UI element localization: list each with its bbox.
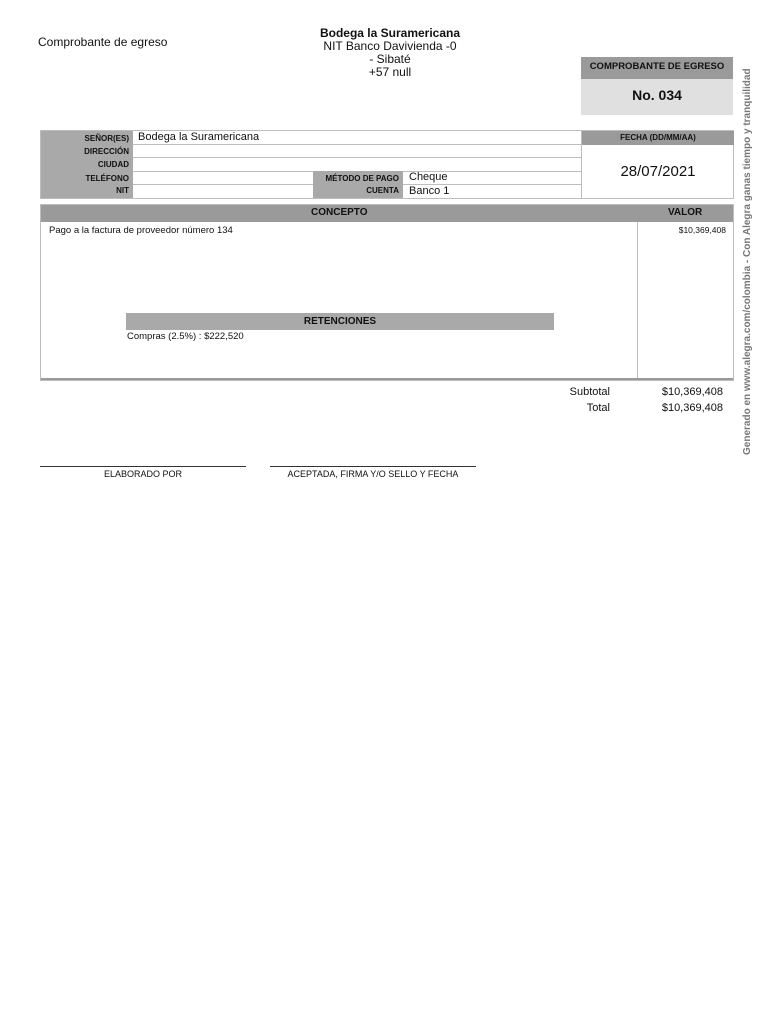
ciudad-label: CIUDAD bbox=[97, 160, 129, 169]
total-label: Total bbox=[586, 402, 610, 414]
signature-line bbox=[270, 466, 476, 467]
elaborado-label: ELABORADO POR bbox=[103, 469, 183, 479]
row-divider bbox=[133, 157, 582, 158]
document-title: Comprobante de egreso bbox=[38, 35, 168, 49]
subtotal-value: $10,369,408 bbox=[661, 386, 723, 398]
nit-label: NIT bbox=[116, 186, 129, 195]
aceptada-label: ACEPTADA, FIRMA Y/O SELLO Y FECHA bbox=[287, 469, 459, 479]
payment-label-column bbox=[313, 171, 403, 198]
company-name: Bodega la Suramericana bbox=[319, 26, 461, 40]
concept-line-text: Pago a la factura de proveedor número 134 bbox=[49, 225, 233, 236]
label-column bbox=[41, 131, 133, 198]
retenciones-header: RETENCIONES bbox=[126, 313, 554, 330]
column-divider bbox=[637, 222, 638, 378]
retencion-line: Compras (2.5%) : $222,520 bbox=[127, 331, 244, 342]
company-block bbox=[290, 27, 490, 79]
concept-line-value: $10,369,408 bbox=[678, 225, 726, 235]
subtotal-label: Subtotal bbox=[569, 386, 610, 398]
concept-table bbox=[40, 204, 734, 381]
direccion-label: DIRECCIÓN bbox=[84, 147, 129, 156]
senor-value: Bodega la Suramericana bbox=[138, 131, 260, 143]
row-divider bbox=[133, 144, 582, 145]
valor-header: VALOR bbox=[668, 207, 703, 218]
fecha-value: 28/07/2021 bbox=[620, 163, 696, 180]
cuenta-value: Banco 1 bbox=[409, 185, 450, 197]
signature-line bbox=[40, 466, 246, 467]
company-nit: NIT Banco Davivienda -0 bbox=[323, 39, 457, 53]
cuenta-label: CUENTA bbox=[366, 186, 399, 195]
voucher-label: COMPROBANTE DE EGRESO bbox=[581, 57, 733, 79]
concept-header-row bbox=[41, 205, 733, 222]
table-bottom-border bbox=[41, 378, 733, 380]
voucher-number-box bbox=[581, 57, 733, 115]
metodo-value: Cheque bbox=[409, 171, 448, 183]
fecha-label: FECHA (DD/MM/AA) bbox=[582, 131, 734, 145]
company-phone: +57 null bbox=[368, 65, 412, 79]
generated-by-text: Generado en www.alegra.com/colombia - Con Alegra ganas tiempo y tranquilidad bbox=[742, 68, 753, 455]
supplier-info-table bbox=[40, 130, 734, 199]
telefono-label: TELÉFONO bbox=[85, 174, 129, 183]
total-value: $10,369,408 bbox=[661, 402, 723, 414]
metodo-label: MÉTODO DE PAGO bbox=[325, 174, 399, 183]
company-city: - Sibaté bbox=[369, 52, 411, 66]
voucher-number: No. 034 bbox=[632, 87, 682, 103]
senor-label: SEÑOR(ES) bbox=[84, 134, 129, 143]
concepto-header: CONCEPTO bbox=[311, 207, 368, 218]
